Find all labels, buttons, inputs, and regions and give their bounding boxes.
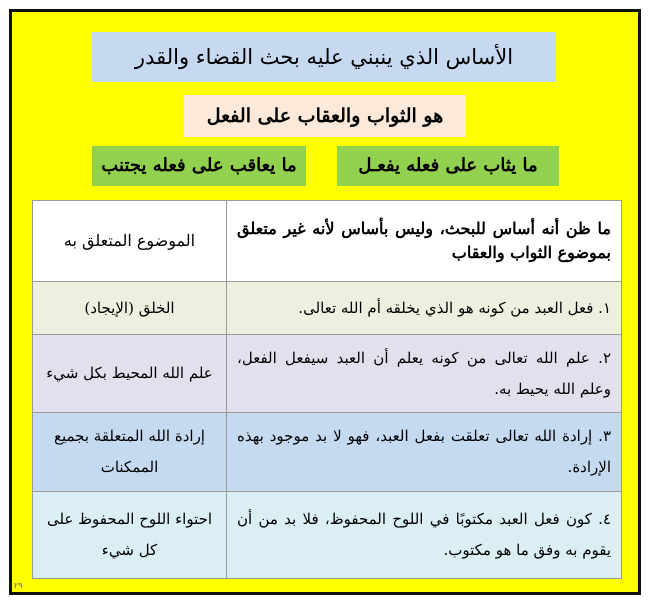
table-row [33, 492, 622, 579]
row-text-cell: ٤. كون فعل العبد مكتوبًا في اللوح المحفوظ، فلا بد من أن يقوم به وفق ما هو مكتوب. [227, 492, 622, 579]
topics-table [32, 200, 622, 579]
row-topic-cell: الخلق (الإيجاد) [33, 282, 227, 335]
subtitle-box: هو الثواب والعقاب على الفعل [184, 95, 466, 137]
punished-box: ما يعاقب على فعله يجتنب [92, 146, 306, 186]
rewarded-box: ما يثاب على فعله يفعـل [337, 146, 559, 186]
row-text-cell: ١. فعل العبد من كونه هو الذي يخلقه أم الله تعالى. [227, 282, 622, 335]
row-text-cell: ٢. علم الله تعالى من كونه يعلم أن العبد سيفعل الفعل، وعلم الله يحيط به. [227, 335, 622, 413]
header-topic-cell: الموضوع المتعلق به [33, 201, 227, 282]
table-header-row [33, 201, 622, 282]
row-topic-cell: علم الله المحيط بكل شيء [33, 335, 227, 413]
diagram-frame [9, 9, 641, 595]
row-topic-cell: احتواء اللوح المحفوظ على كل شيء [33, 492, 227, 579]
row-text-cell: ٣. إرادة الله تعالى تعلقت بفعل العبد، فهو لا بد موجود بهذه الإرادة. [227, 413, 622, 492]
page-title: الأساس الذي ينبني عليه بحث القضاء والقدر [92, 32, 556, 82]
table-row [33, 413, 622, 492]
table-row [33, 282, 622, 335]
table-row [33, 335, 622, 413]
row-topic-cell: إرادة الله المتعلقة بجميع الممكنات [33, 413, 227, 492]
header-main-cell: ما ظن أنه أساس للبحث، وليس بأساس لأنه غير متعلق بموضوع الثواب والعقاب [227, 201, 622, 282]
page-number: ٢٩ [14, 581, 23, 590]
